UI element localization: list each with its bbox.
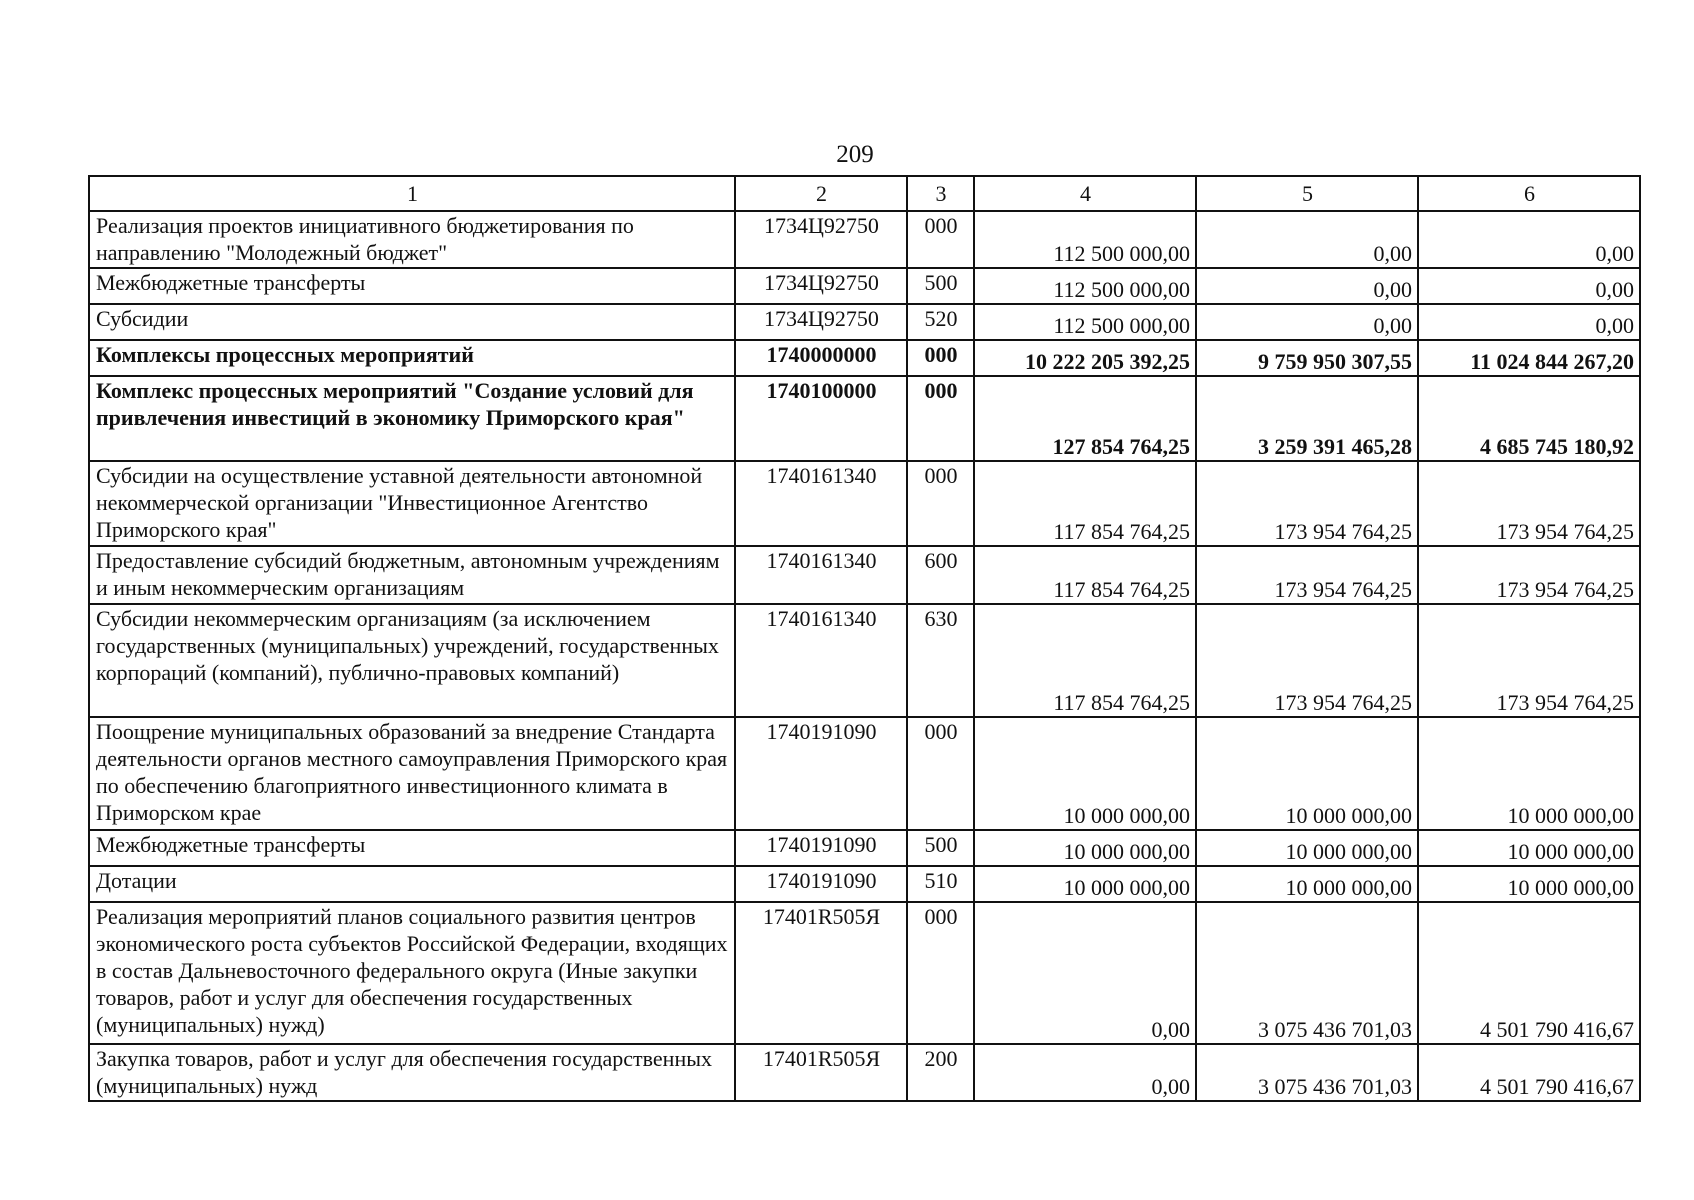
row-value-col6: 4 501 790 416,67 [1418,902,1640,1044]
row-value-col6: 0,00 [1418,211,1640,268]
header-cell: 5 [1196,176,1418,211]
row-value-col6: 173 954 764,25 [1418,604,1640,717]
page-number: 209 [836,141,874,168]
row-kind-cell: 500 [907,268,974,304]
header-cell: 4 [974,176,1196,211]
table-row [89,340,1640,376]
row-name-cell: Межбюджетные трансферты [89,268,735,304]
row-value-col6: 10 000 000,00 [1418,717,1640,830]
row-code-cell: 1740161340 [735,461,907,546]
row-value-col4: 10 222 205 392,25 [974,340,1196,376]
row-code-cell: 17401R505Я [735,1044,907,1101]
row-code-cell: 1740100000 [735,376,907,461]
table-row [89,1044,1640,1101]
row-code-cell: 1734Ц92750 [735,211,907,268]
row-name-cell: Поощрение муниципальных образований за внедрение Стандарта деятельности органов местного самоуправления Приморского края по обеспечению благоприятного инвестиционного климата в Приморском крае [89,717,735,830]
row-value-col6: 10 000 000,00 [1418,866,1640,902]
row-name-cell: Субсидии некоммерческим организациям (за исключением государственных (муниципальных) учреждений, государственных корпораций (компаний), публично-правовых компаний) [89,604,735,717]
row-value-col4: 117 854 764,25 [974,546,1196,604]
row-kind-cell: 520 [907,304,974,340]
row-value-col5: 3 259 391 465,28 [1196,376,1418,461]
row-code-cell: 17401R505Я [735,902,907,1044]
row-value-col4: 112 500 000,00 [974,211,1196,268]
row-name-cell: Комплекс процессных мероприятий "Создание условий для привлечения инвестиций в экономику Приморского края" [89,376,735,461]
table-row [89,717,1640,830]
table-row [89,830,1640,866]
table-row [89,902,1640,1044]
row-code-cell: 1740191090 [735,830,907,866]
row-value-col6: 0,00 [1418,268,1640,304]
header-cell: 3 [907,176,974,211]
row-kind-cell: 500 [907,830,974,866]
row-value-col6: 4 685 745 180,92 [1418,376,1640,461]
row-kind-cell: 000 [907,211,974,268]
row-value-col6: 0,00 [1418,304,1640,340]
row-value-col4: 112 500 000,00 [974,268,1196,304]
row-value-col4: 117 854 764,25 [974,604,1196,717]
row-value-col6: 10 000 000,00 [1418,830,1640,866]
row-name-cell: Комплексы процессных мероприятий [89,340,735,376]
row-value-col5: 10 000 000,00 [1196,717,1418,830]
table-row [89,866,1640,902]
row-value-col5: 0,00 [1196,268,1418,304]
row-value-col4: 0,00 [974,1044,1196,1101]
row-code-cell: 1740191090 [735,717,907,830]
header-row [89,176,1640,211]
row-value-col6: 4 501 790 416,67 [1418,1044,1640,1101]
row-name-cell: Реализация проектов инициативного бюджетирования по направлению "Молодежный бюджет" [89,211,735,268]
row-value-col4: 10 000 000,00 [974,830,1196,866]
table-row [89,604,1640,717]
table-row [89,304,1640,340]
row-code-cell: 1740161340 [735,604,907,717]
row-value-col5: 3 075 436 701,03 [1196,902,1418,1044]
row-value-col5: 10 000 000,00 [1196,830,1418,866]
table-row [89,268,1640,304]
header-cell: 1 [89,176,735,211]
row-kind-cell: 510 [907,866,974,902]
row-kind-cell: 000 [907,717,974,830]
row-kind-cell: 630 [907,604,974,717]
row-value-col5: 173 954 764,25 [1196,461,1418,546]
row-code-cell: 1740161340 [735,546,907,604]
row-value-col6: 173 954 764,25 [1418,546,1640,604]
row-name-cell: Дотации [89,866,735,902]
row-value-col6: 173 954 764,25 [1418,461,1640,546]
row-value-col5: 173 954 764,25 [1196,546,1418,604]
row-value-col6: 11 024 844 267,20 [1418,340,1640,376]
row-kind-cell: 000 [907,902,974,1044]
row-name-cell: Реализация мероприятий планов социального развития центров экономического роста субъектов Российской Федерации, входящих в состав Дальневосточного федерального округа (Иные закупки товаров, работ и услуг для обеспечения государственных (муниципальных) нужд) [89,902,735,1044]
row-name-cell: Межбюджетные трансферты [89,830,735,866]
row-kind-cell: 000 [907,461,974,546]
table-row [89,546,1640,604]
row-value-col4: 0,00 [974,902,1196,1044]
row-name-cell: Предоставление субсидий бюджетным, автономным учреждениям и иным некоммерческим организациям [89,546,735,604]
row-kind-cell: 200 [907,1044,974,1101]
row-kind-cell: 600 [907,546,974,604]
row-value-col4: 112 500 000,00 [974,304,1196,340]
header-cell: 6 [1418,176,1640,211]
row-name-cell: Субсидии [89,304,735,340]
row-code-cell: 1740191090 [735,866,907,902]
row-value-col5: 173 954 764,25 [1196,604,1418,717]
row-name-cell: Субсидии на осуществление уставной деятельности автономной некоммерческой организации "Инвестиционное Агентство Приморского края" [89,461,735,546]
row-kind-cell: 000 [907,340,974,376]
row-value-col4: 117 854 764,25 [974,461,1196,546]
budget-table [88,175,1641,1102]
table-row [89,376,1640,461]
row-value-col5: 9 759 950 307,55 [1196,340,1418,376]
row-code-cell: 1734Ц92750 [735,268,907,304]
row-value-col5: 0,00 [1196,304,1418,340]
row-value-col4: 10 000 000,00 [974,717,1196,830]
row-value-col5: 0,00 [1196,211,1418,268]
table-row [89,211,1640,268]
table-row [89,461,1640,546]
row-kind-cell: 000 [907,376,974,461]
row-value-col4: 10 000 000,00 [974,866,1196,902]
row-code-cell: 1734Ц92750 [735,304,907,340]
row-name-cell: Закупка товаров, работ и услуг для обеспечения государственных (муниципальных) нужд [89,1044,735,1101]
row-value-col5: 10 000 000,00 [1196,866,1418,902]
row-value-col4: 127 854 764,25 [974,376,1196,461]
header-cell: 2 [735,176,907,211]
row-code-cell: 1740000000 [735,340,907,376]
row-value-col5: 3 075 436 701,03 [1196,1044,1418,1101]
